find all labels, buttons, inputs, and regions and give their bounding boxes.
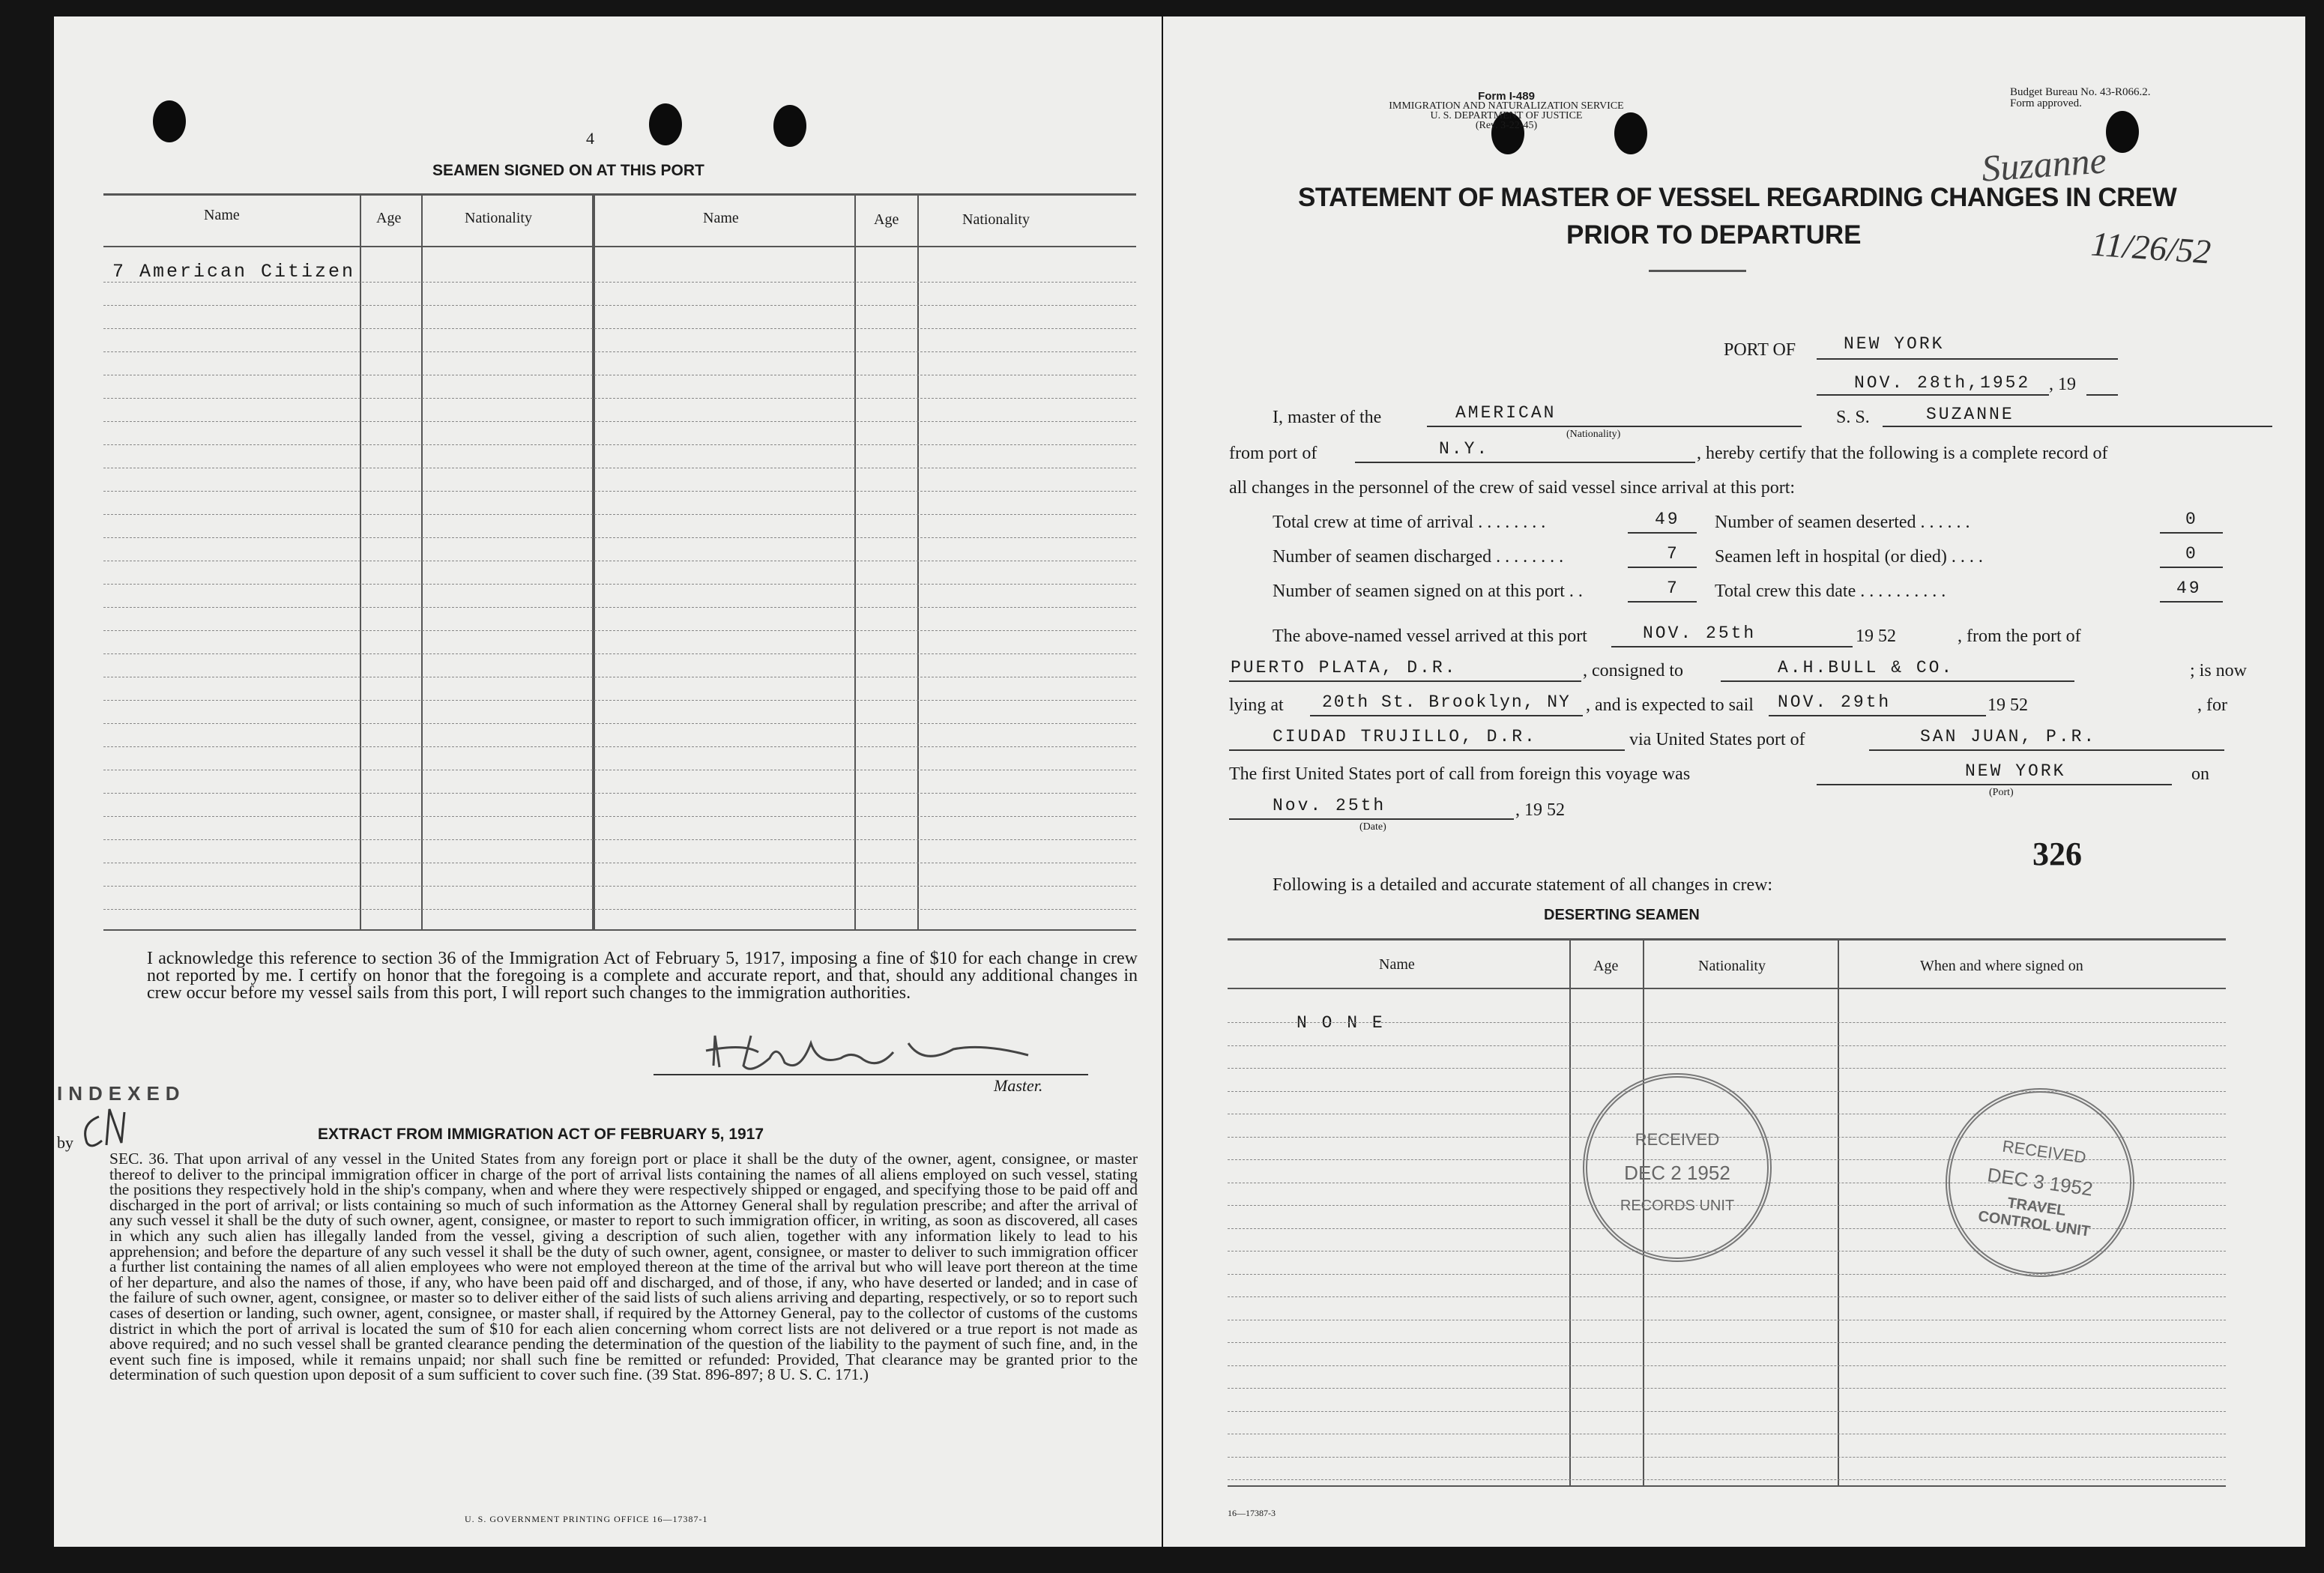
stat-label-hospital: Seamen left in hospital (or died) . . . . [1715, 547, 1983, 567]
stamp-date: DEC 2 1952 [1624, 1162, 1730, 1184]
row-rule [1228, 1342, 2226, 1343]
entry-text: 7 American Citizen [112, 261, 356, 283]
fill-line [1628, 532, 1697, 534]
report-date: NOV. 28th,1952 [1854, 373, 2031, 393]
col-divider [854, 193, 856, 929]
stamp-date: DEC 3 1952 [1985, 1163, 2095, 1201]
stat-label-discharged: Number of seamen discharged . . . . . . . . [1273, 547, 1564, 567]
table-header-rule [103, 246, 1136, 247]
stamp-received: RECEIVED [2001, 1136, 2088, 1168]
col-age: Age [376, 210, 402, 226]
lying-at-value: 20th St. Brooklyn, NY [1322, 692, 1571, 712]
row-rule [1228, 1479, 2226, 1480]
punch-hole [153, 100, 186, 142]
date-suffix: , 19 [2049, 375, 2076, 394]
fill-line [1817, 358, 2118, 360]
deserting-top-rule [1228, 938, 2226, 941]
deserting-col-nationality: Nationality [1698, 958, 1766, 974]
stamp-received: RECEIVED [1635, 1130, 1720, 1149]
fill-line [2160, 567, 2223, 568]
form-approved: Form approved. [2010, 97, 2082, 109]
fill-line [2086, 394, 2118, 396]
first-date-value: Nov. 25th [1273, 796, 1386, 815]
consignee-value: A.H.BULL & CO. [1778, 658, 1955, 677]
page-number: 4 [586, 129, 594, 148]
col-divider [1838, 938, 1839, 1485]
deserting-bottom-rule [1228, 1485, 2226, 1487]
budget-bureau [2010, 87, 2150, 109]
row-rule [1228, 1365, 2226, 1366]
stat-label-signed-on: Number of seamen signed on at this port . . [1273, 582, 1583, 601]
fill-line [1869, 749, 2224, 751]
stat-value-deserted: 0 [2185, 510, 2198, 529]
expected-label: , and is expected to sail [1586, 695, 1754, 715]
fill-line [1229, 680, 1581, 682]
handwritten-date: 11/26/52 [2089, 224, 2212, 271]
is-now-label: ; is now [2190, 661, 2248, 680]
lying-at-label: lying at [1229, 695, 1284, 715]
port-of-value: NEW YORK [1844, 334, 1945, 354]
form-agency: IMMIGRATION AND NATURALIZATION SERVICE [1389, 100, 1624, 112]
arrived-label: The above-named vessel arrived at this port [1273, 627, 1587, 646]
col-name: Name [204, 207, 240, 223]
master-of-the-label: I, master of the [1273, 408, 1382, 427]
row-rule [103, 514, 1136, 515]
stat-label-deserted: Number of seamen deserted . . . . . . [1715, 513, 1970, 532]
form-title: STATEMENT OF MASTER OF VESSEL REGARDING CHANGES IN CREW [1298, 183, 2177, 212]
arrived-year: 19 52 [1856, 627, 1896, 646]
consigned-to-label: , consigned to [1583, 661, 1683, 680]
row-rule [103, 328, 1136, 329]
stat-value-arrival: 49 [1655, 510, 1680, 529]
deserting-col-age: Age [1593, 958, 1619, 974]
nationality-value: AMERICAN [1455, 403, 1557, 423]
col-divider [421, 193, 423, 929]
row-rule [103, 491, 1136, 492]
deserting-col-signed-on: When and where signed on [1920, 958, 2083, 974]
col-nationality: Nationality [465, 210, 532, 226]
initials-mark [76, 1102, 144, 1154]
printing-code: 16—17387-3 [1228, 1508, 1276, 1518]
fill-line [2160, 601, 2223, 603]
row-rule [103, 282, 1136, 283]
row-rule [103, 909, 1136, 910]
row-rule [1228, 1296, 2226, 1297]
row-rule [1228, 1411, 2226, 1412]
certify-text-2: all changes in the personnel of the crew of said vessel since arrival at this port: [1229, 478, 1796, 498]
fill-line [1427, 426, 1802, 427]
deserting-entry: N O N E [1297, 1013, 1385, 1033]
row-rule [1228, 1045, 2226, 1046]
arrived-date: NOV. 25th [1643, 624, 1757, 643]
certification-text: I acknowledge this reference to section 36 of the Immigration Act of February 5, 1917, imposing a fine of $10 for each change in crew not reported by me. I certify on honor that the foregoing is a complete and accurate report, and that, should any additional changes in crew occur before my vessel sails from this port, I will report such changes to the immigration authorities. [147, 949, 1138, 1003]
table-top-rule [103, 193, 1136, 196]
stamp-unit: RECORDS UNIT [1620, 1198, 1735, 1214]
row-rule [1228, 1068, 2226, 1069]
punch-hole [2106, 111, 2139, 153]
col-divider [1569, 938, 1571, 1485]
fill-line [2160, 532, 2223, 534]
destination-value: CIUDAD TRUJILLO, D.R. [1273, 727, 1537, 746]
row-rule [103, 746, 1136, 747]
row-rule [1228, 1022, 2226, 1023]
nationality-caption: (Nationality) [1566, 429, 1621, 440]
table-bottom-rule [103, 929, 1136, 931]
fill-line [1355, 462, 1695, 463]
ss-label: S. S. [1836, 408, 1870, 427]
first-port-label: The first United States port of call from foreign this voyage was [1229, 764, 1691, 784]
punch-hole [773, 105, 806, 147]
row-rule [103, 607, 1136, 608]
row-rule [1228, 1457, 2226, 1458]
fill-line [1769, 715, 1986, 716]
port-of-label: PORT OF [1724, 340, 1796, 360]
form-number: Form I-489 [1478, 90, 1535, 103]
fill-line [1883, 426, 2272, 427]
title-rule [1649, 270, 1746, 272]
section-title: SEAMEN SIGNED ON AT THIS PORT [432, 162, 704, 179]
stamp-unit: TRAVEL CONTROL UNIT [1977, 1195, 2092, 1240]
row-rule [103, 886, 1136, 887]
row-rule [103, 444, 1136, 445]
vessel-name: SUZANNE [1926, 405, 2014, 424]
first-year: , 19 52 [1515, 800, 1565, 820]
row-rule [103, 398, 1136, 399]
port-caption: (Port) [1989, 787, 2014, 798]
stat-value-hospital: 0 [2185, 544, 2198, 564]
left-page [54, 16, 1162, 1547]
col-nationality-2: Nationality [962, 211, 1030, 228]
form-revision: (Rev. 3-22-45) [1475, 120, 1538, 131]
received-stamp-travel-control [1934, 1076, 2147, 1290]
arrived-from-port: PUERTO PLATA, D.R. [1231, 658, 1458, 677]
row-rule [103, 653, 1136, 654]
col-divider [360, 193, 361, 929]
budget-number: Budget Bureau No. 43-R066.2. [2010, 86, 2151, 98]
row-rule [103, 816, 1136, 817]
stat-value-signed-on: 7 [1667, 579, 1679, 598]
form-header [1371, 91, 1641, 130]
extract-title: EXTRACT FROM IMMIGRATION ACT OF FEBRUARY 5, 1917 [318, 1126, 764, 1143]
sail-date: NOV. 29th [1778, 692, 1892, 712]
first-port-value: NEW YORK [1965, 761, 2066, 781]
col-name-2: Name [703, 210, 739, 226]
form-subtitle: PRIOR TO DEPARTURE [1566, 220, 1862, 250]
col-age-2: Age [874, 211, 899, 228]
certify-text: , hereby certify that the following is a complete record of [1697, 444, 2108, 463]
col-divider [592, 193, 595, 929]
handwritten-vessel-name: Suzanne [1980, 139, 2108, 190]
right-page [1163, 16, 2305, 1547]
row-rule [1228, 1274, 2226, 1275]
from-port-label: from port of [1229, 444, 1318, 463]
punch-hole [649, 103, 682, 145]
row-rule [103, 630, 1136, 631]
fill-line [1229, 749, 1625, 751]
fill-line [1628, 601, 1697, 603]
deserting-header-rule [1228, 988, 2226, 989]
fill-line [1628, 567, 1697, 568]
stat-label-total: Total crew this date . . . . . . . . . . [1715, 582, 1946, 601]
received-stamp-records [1583, 1073, 1772, 1262]
fill-line [1817, 394, 2049, 396]
sail-year: 19 52 [1988, 695, 2028, 715]
row-rule [103, 793, 1136, 794]
printing-office: U. S. GOVERNMENT PRINTING OFFICE 16—17387-1 [465, 1514, 708, 1524]
fill-line [1721, 680, 2074, 682]
date-caption: (Date) [1359, 821, 1386, 833]
from-port-of-label: , from the port of [1958, 627, 2081, 646]
master-label: Master. [994, 1076, 1043, 1095]
deserting-col-name: Name [1379, 956, 1415, 973]
fill-line [1310, 715, 1583, 716]
stat-label-arrival: Total crew at time of arrival . . . . . . . . [1273, 513, 1546, 532]
on-label: on [2191, 764, 2209, 784]
deserting-title: DESERTING SEAMEN [1544, 907, 1700, 923]
fill-line [1229, 818, 1514, 820]
row-rule [103, 584, 1136, 585]
row-rule [103, 700, 1136, 701]
row-rule [103, 421, 1136, 422]
row-rule [1228, 1388, 2226, 1389]
extract-text: SEC. 36. That upon arrival of any vessel in the United States from any foreign port or place it shall be the duty of the owner, agent, consignee, or master thereof to deliver to the principal immigration officer in charge of the port of arrival lists containing the names of all aliens employed on such vessel, stating the positions they respectively hold in the ship's company, when and where they were respectively shipped or engaged, and specifying those to be paid off and discharged in the port of arrival; or lists containing so much of such information as the Attorney General shall by regulation prescribe; and after the arrival of any such vessel it shall be the duty of such owner, agent, consignee, or master to report to such immigration officer, in writing, as soon as discovered, all cases in which any such alien has illegally landed from the vessel, giving a description of such alien, together with any information likely to lead to his apprehension; and before the departure of any such vessel it shall be the duty of such owner, agent, consignee, or master to deliver to such immigration officer a further list containing the names of all alien employees who were not employed thereon at the time of the arrival but who will leave port thereon at the time of her departure, and also the names of those, if any, who have been paid off and discharged, and of those, if any, who have deserted or landed; and in case of the failure of such owner, agent, consignee, or master so to deliver either of the said lists of such aliens arriving and departing, respectively, or so to report such cases of desertion or landing, such owner, agent, consignee, or master shall, if required by the Attorney General, pay to the collector of customs of the customs district in which the port of arrival is located the sum of $10 for each alien concerning whom correct lists are not delivered or a true report is not made as above required; and no such vessel shall be granted clearance pending the determination of the question of the liability to the payment of such fine, and, in the event such fine is imposed, while it remains unpaid; nor shall such fine be remitted or refunded: Provided, That clearance may be granted prior to the determination of such question upon deposit of a sum sufficient to cover such fine. (39 Stat. 896-897; 8 U. S. C. 171.) [109, 1150, 1138, 1384]
row-rule [103, 723, 1136, 724]
row-rule [103, 351, 1136, 352]
for-label: , for [2197, 695, 2227, 715]
form-department: U. S. DEPARTMENT OF JUSTICE [1430, 110, 1583, 121]
col-divider [917, 193, 919, 929]
indexed-stamp: INDEXED [57, 1082, 186, 1105]
stat-value-discharged: 7 [1667, 544, 1679, 564]
row-rule [103, 537, 1136, 538]
fill-line [1611, 646, 1853, 647]
stat-value-total: 49 [2176, 579, 2202, 598]
via-port-value: SAN JUAN, P.R. [1920, 727, 2097, 746]
by-label: by [57, 1133, 73, 1152]
stamped-number: 326 [2032, 836, 2082, 872]
row-rule [103, 305, 1136, 306]
row-rule [103, 839, 1136, 840]
via-label: via United States port of [1629, 730, 1805, 749]
following-text: Following is a detailed and accurate statement of all changes in crew: [1273, 875, 1773, 895]
fill-line [1817, 784, 2172, 785]
from-port-value: N.Y. [1439, 439, 1490, 459]
